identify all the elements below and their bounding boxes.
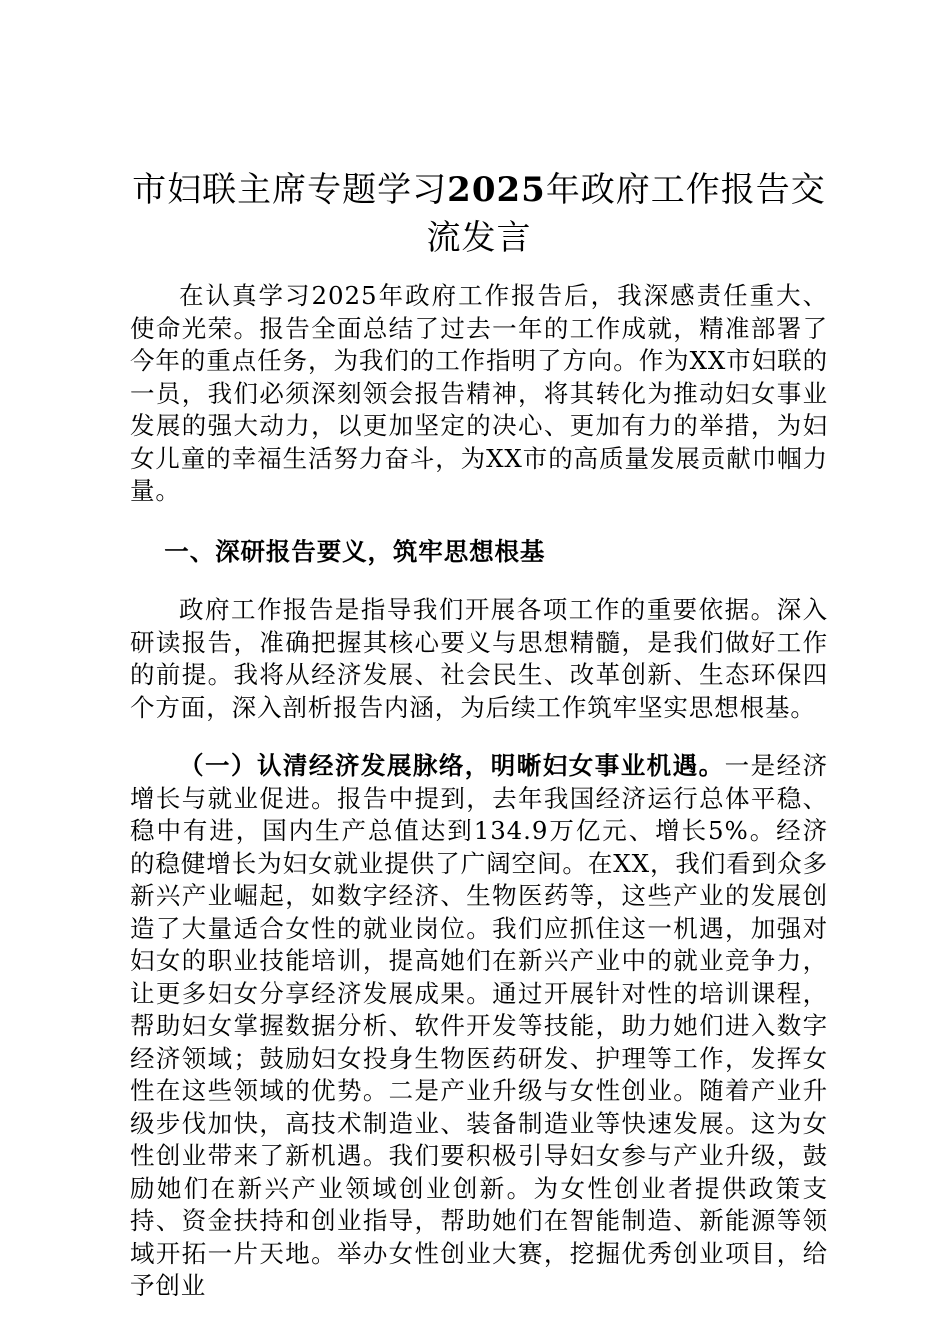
document-page	[130, 166, 828, 1303]
subsection-1-paragraph	[130, 750, 828, 1303]
section-1-heading: 一、深研报告要义，筑牢思想根基	[164, 536, 546, 566]
section-1-paragraph: 政府工作报告是指导我们开展各项工作的重要依据。深入研读报告，准确把握其核心要义与思想精髓，是我们做好工作的前提。我将从经济发展、社会民生、改革创新、生态环保四个方面，深入剖析报告内涵，为后续工作筑牢坚实思想根基。	[130, 595, 828, 722]
title-part-2: 年政府工作报告交流发言	[426, 170, 826, 258]
title-year: 2025	[447, 170, 546, 210]
subsection-1-body: 一是经济增长与就业促进。报告中提到，去年我国经济运行总体平稳、稳中有进，国内生产总值达到134.9万亿元、增长5%。经济的稳健增长为妇女就业提供了广阔空间。在XX，我们看到众多新兴产业崛起，如数字经济、生物医药等，这些产业的发展创造了大量适合女性的就业岗位。我们应抓住这一机遇，加强对妇女的职业技能培训，提高她们在新兴产业中的就业竞争力，让更多妇女分享经济发展成果。通过开展针对性的培训课程，帮助妇女掌握数据分析、软件开发等技能，助力她们进入数字经济领域；鼓励妇女投身生物医药研发、护理等工作，发挥女性在这些领域的优势。二是产业升级与女性创业。随着产业升级步伐加快，高技术制造业、装备制造业等快速发展。这为女性创业带来了新机遇。我们要积极引导妇女参与产业升级，鼓励她们在新兴产业领域创业创新。为女性创业者提供政策支持、资金扶持和创业指导，帮助她们在智能制造、新能源等领域开拓一片天地。举办女性创业大赛，挖掘优秀创业项目，给予创业	[130, 751, 828, 1300]
intro-paragraph: 在认真学习2025年政府工作报告后，我深感责任重大、使命光荣。报告全面总结了过去一年的工作成就，精准部署了今年的重点任务，为我们的工作指明了方向。作为XX市妇联的一员，我们必须深刻领会报告精神，将其转化为推动妇女事业发展的强大动力，以更加坚定的决心、更加有力的举措，为妇女儿童的幸福生活努力奋斗，为XX市的高质量发展贡献巾帼力量。	[130, 281, 828, 505]
title-part-1: 市妇联主席专题学习	[132, 170, 448, 210]
document-title	[130, 166, 828, 262]
subsection-1-heading: （一）认清经济发展脉络，明晰妇女事业机遇。	[179, 751, 725, 780]
